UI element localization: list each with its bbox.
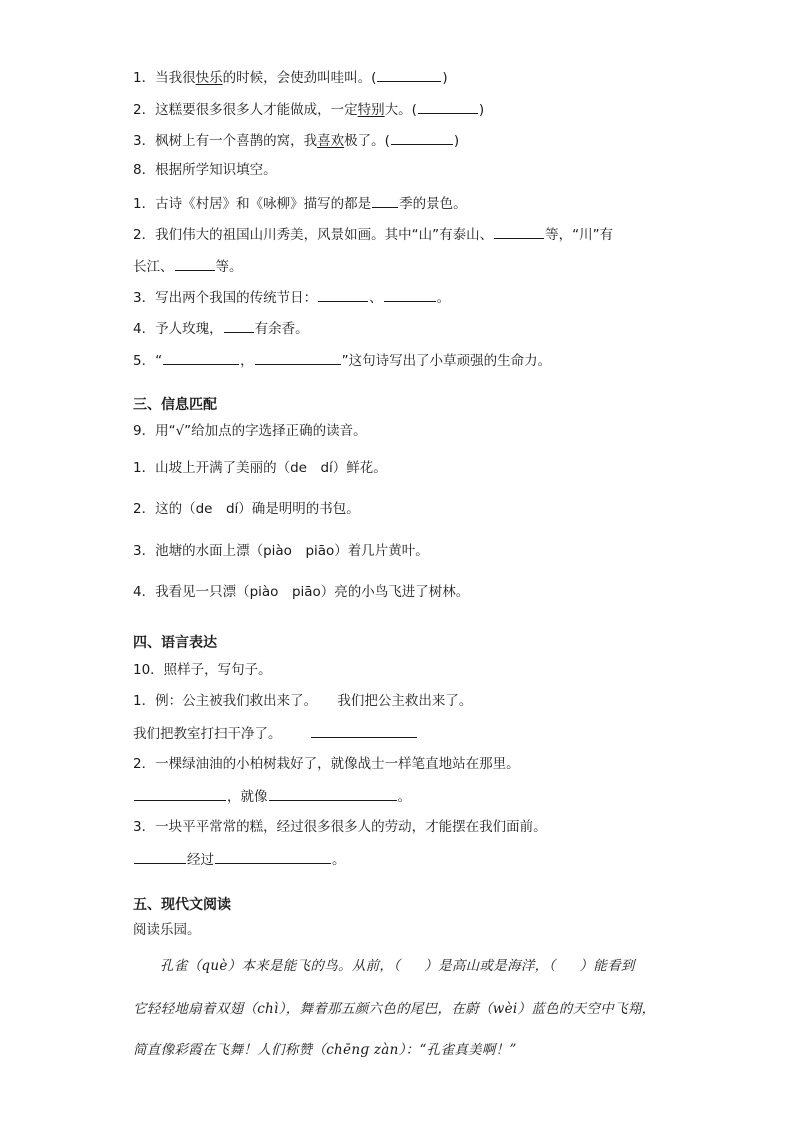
- section-3-heading: 三、信息匹配: [133, 397, 217, 413]
- question-9-4: 4．我看见一只漂（piào piāo）亮的小鸟飞进了树林。: [133, 584, 470, 600]
- question-10-1-example: 1．例：公主被我们救出来了。 我们把公主救出来了。: [133, 693, 473, 709]
- question-9-3: 3．池塘的水面上漂（piào piāo）着几片黄叶。: [133, 543, 429, 559]
- passage-line-1: 孔雀（què）本来是能飞的鸟。从前，（ ）是高山或是海洋，（ ）能看到: [160, 958, 635, 974]
- passage-line-2: 它轻轻地扇着双翅（chì），舞着那五颜六色的尾巴，在蔚（wèi）蓝色的天空中飞翔，: [133, 1001, 656, 1017]
- question-1-3: 3．枫树上有一个喜鹊的窝，我喜欢极了。( ): [133, 130, 459, 150]
- question-1-1: 1．当我很快乐的时候，会使劲叫哇叫。( ): [133, 67, 448, 87]
- question-10-2-example: 2．一棵绿油油的小柏树栽好了，就像战士一样笔直地站在那里。: [133, 756, 520, 772]
- answer-blank[interactable]: [418, 99, 478, 114]
- question-1-2: 2．这糕要很多很多人才能做成，一定特别大。( ): [133, 99, 484, 119]
- answer-blank[interactable]: [384, 287, 436, 302]
- question-10-3-example: 3．一块平平常常的糕，经过很多很多人的劳动，才能摆在我们面前。: [133, 819, 547, 835]
- section-5-heading: 五、现代文阅读: [133, 897, 231, 913]
- question-8-title: 8．根据所学知识填空。: [133, 162, 277, 178]
- answer-blank[interactable]: [175, 256, 215, 271]
- answer-blank[interactable]: [318, 287, 368, 302]
- answer-blank[interactable]: [163, 350, 239, 365]
- answer-blank[interactable]: [494, 224, 544, 239]
- question-9-title: 9．用“√”给加点的字选择正确的读音。: [133, 423, 367, 439]
- answer-blank[interactable]: [269, 786, 397, 801]
- question-10-3-task: 经过 。: [133, 849, 346, 869]
- answer-blank[interactable]: [391, 130, 453, 145]
- question-9-1: 1．山坡上开满了美丽的（de dí）鲜花。: [133, 460, 387, 476]
- section-4-heading: 四、语言表达: [133, 635, 217, 651]
- reading-intro: 阅读乐园。: [133, 922, 201, 938]
- question-8-3: 3．写出两个我国的传统节日： 、 。: [133, 287, 450, 307]
- question-10-1-task: 我们把教室打扫干净了。: [133, 723, 418, 743]
- answer-blank[interactable]: [311, 723, 417, 738]
- question-8-4: 4．予人玫瑰， 有余香。: [133, 318, 309, 338]
- answer-blank[interactable]: [255, 350, 341, 365]
- question-8-2: 2．我们伟大的祖国山川秀美，风景如画。其中“山”有泰山、 等，“川”有: [133, 224, 613, 244]
- answer-blank[interactable]: [224, 318, 254, 333]
- answer-blank[interactable]: [377, 67, 441, 82]
- question-8-1: 1．古诗《村居》和《咏柳》描写的都是 季的景色。: [133, 193, 467, 213]
- answer-blank[interactable]: [134, 849, 186, 864]
- question-8-2-cont: 长江、 等。: [133, 256, 243, 276]
- answer-blank[interactable]: [215, 849, 331, 864]
- question-9-2: 2．这的（de dí）确是明明的书包。: [133, 501, 360, 517]
- question-10-2-task: ，就像 。: [133, 786, 411, 806]
- question-8-5: 5．“ ， ”这句诗写出了小草顽强的生命力。: [133, 350, 551, 370]
- question-10-title: 10．照样子，写句子。: [133, 662, 272, 678]
- passage-line-3: 简直像彩霞在飞舞！人们称赞（chēnɡ zàn）：“孔雀真美啊！”: [133, 1042, 517, 1058]
- answer-blank[interactable]: [134, 786, 226, 801]
- answer-blank[interactable]: [372, 193, 398, 208]
